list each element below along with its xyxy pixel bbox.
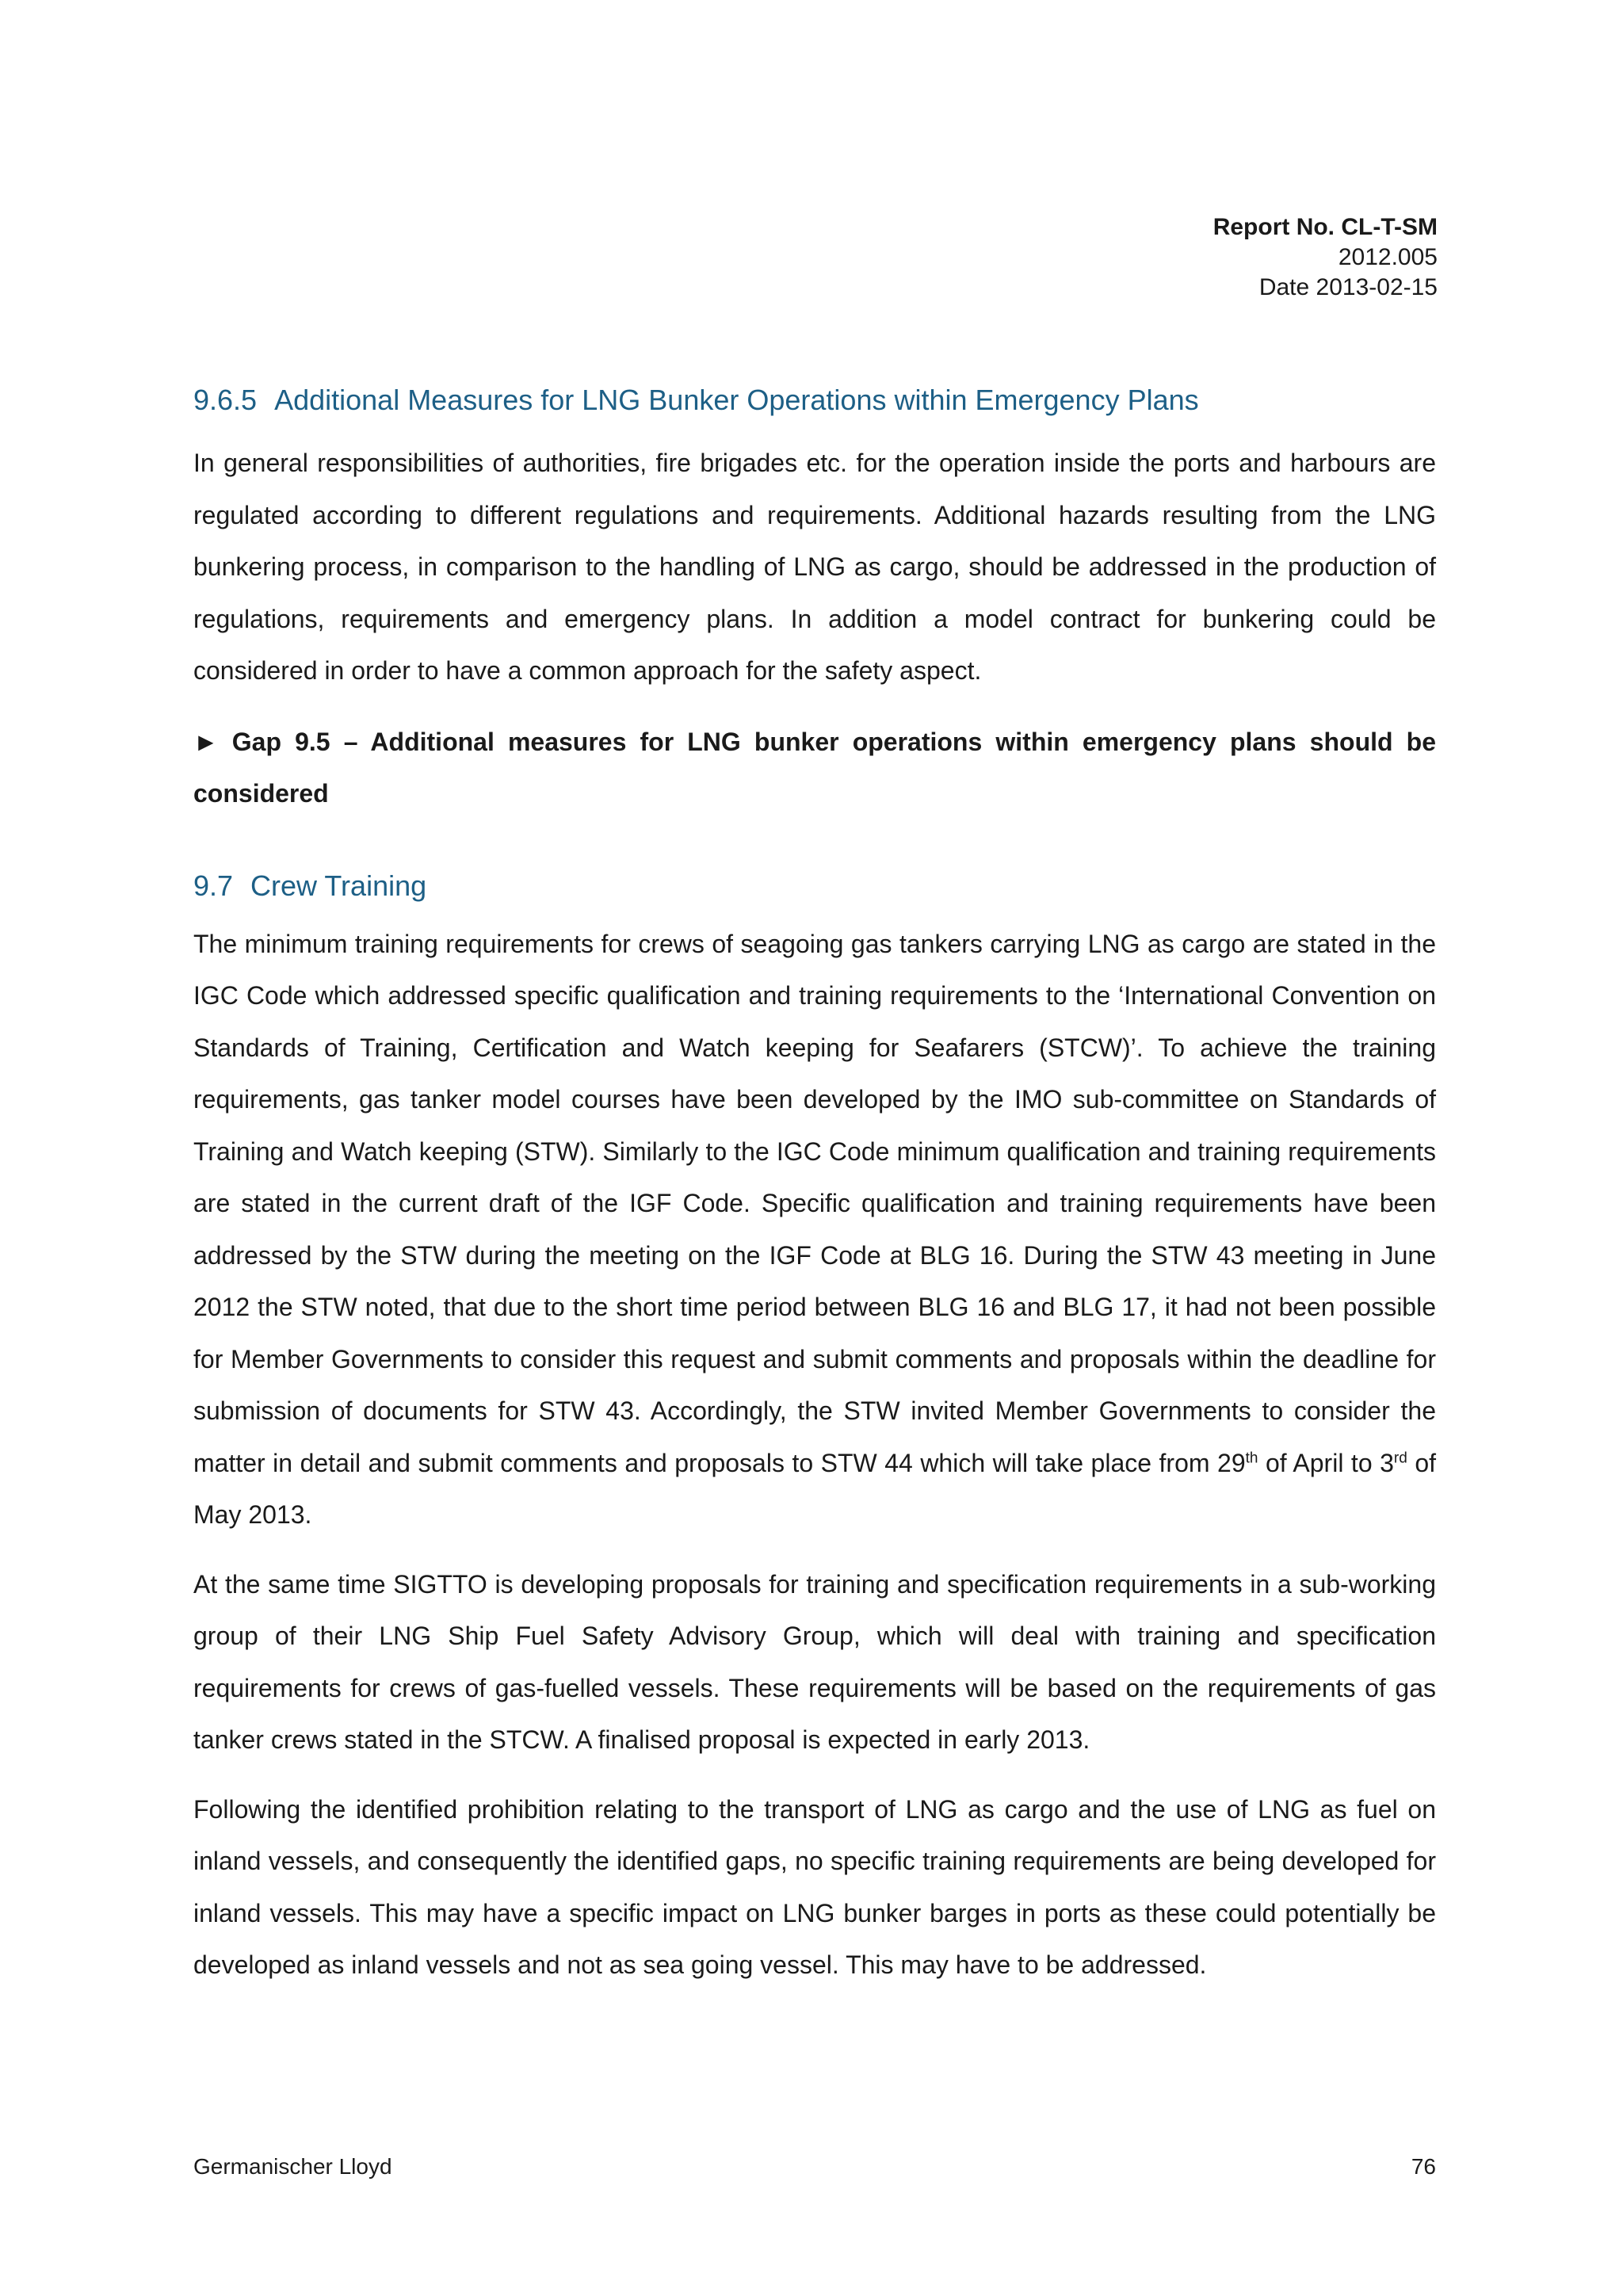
paragraph-emergency-plans: In general responsibilities of authorities, fire brigades etc. for the operation inside the ports and harbours are regulated according to different regulations and requirements. Additional hazards resulting from the LNG bunkering process, in comparison to the handling of LNG as cargo, should be addressed in the production of regulations, requirements and emergency plans. In addition a model contract for bunkering could be considered in order to have a common approach for the safety aspect. — [193, 449, 1436, 685]
report-date: Date 2013-02-15 — [1258, 274, 1438, 300]
gap-statement — [193, 716, 1436, 820]
paragraph-crew-training-1 — [193, 919, 1436, 1541]
paragraph-crew-training-3: Following the identified prohibition relating to the transport of LNG as cargo and the use of LNG as fuel on inland vessels, and consequently the identified gaps, no specific training requirements are being developed for inland vessels. This may have a specific impact on LNG bunker barges in ports as these could potentially be developed as inland vessels and not as sea going vessel. This may have to be addressed. — [193, 1794, 1436, 1979]
footer-company: Germanischer Lloyd — [193, 2154, 392, 2179]
section-heading-9-7 — [193, 865, 1436, 907]
section-number: 9.7 — [193, 869, 234, 902]
report-header — [1213, 212, 1438, 303]
superscript: rd — [1393, 1449, 1407, 1466]
paragraph-text: of April to 3 — [1258, 1448, 1394, 1477]
section-title: Crew Training — [250, 869, 427, 902]
page-number: 76 — [1411, 2154, 1436, 2179]
paragraph-text: of May 2013. — [193, 1448, 1437, 1529]
page-footer — [193, 2154, 1436, 2179]
superscript: th — [1245, 1449, 1258, 1466]
section-number: 9.6.5 — [193, 384, 258, 416]
report-number-suffix: 2012.005 — [1338, 244, 1438, 270]
report-number: Report No. CL-T-SM — [1212, 214, 1438, 240]
arrow-right-icon: ► — [193, 727, 219, 756]
section-title: Additional Measures for LNG Bunker Operations within Emergency Plans — [274, 384, 1199, 416]
paragraph-text: The minimum training requirements for crews of seagoing gas tankers carrying LNG as cargo are stated in the IGC Code which addressed specific qualification and training requirements to the ‘International Convention on Standards of Training, Certification and Watch keeping for Seafarers (STCW)’. To achieve the training requirements, gas tanker model courses have been developed by the IMO sub-committee on Standards of Training and Watch keeping (STW). Similarly to the IGC Code minimum qualification and training requirements are stated in the current draft of the IGF Code. Specific qualification and training requirements have been addressed by the STW during the meeting on the IGF Code at BLG 16. During the STW 43 meeting in June 2012 the STW noted, that due to the short time period between BLG 16 and BLG 17, it had not been possible for Member Governments to consider this request and submit comments and proposals within the deadline for submission of documents for STW 43. Accordingly, the STW invited Member Governments to consider the matter in detail and submit comments and proposals to STW 44 which will take place from 29 — [193, 929, 1436, 1477]
paragraph-crew-training-2: At the same time SIGTTO is developing proposals for training and specification requirements in a sub-working group of their LNG Ship Fuel Safety Advisory Group, which will deal with training and specification requirements for crews of gas-fuelled vessels. These requirements will be based on the requirements of gas tanker crews stated in the STCW. A finalised proposal is expected in early 2013. — [193, 1569, 1436, 1754]
main-content — [193, 379, 1436, 1992]
section-heading-9-6-5 — [193, 379, 1436, 422]
gap-text: Gap 9.5 – Additional measures for LNG bunker operations within emergency plans should be considered — [193, 727, 1437, 808]
